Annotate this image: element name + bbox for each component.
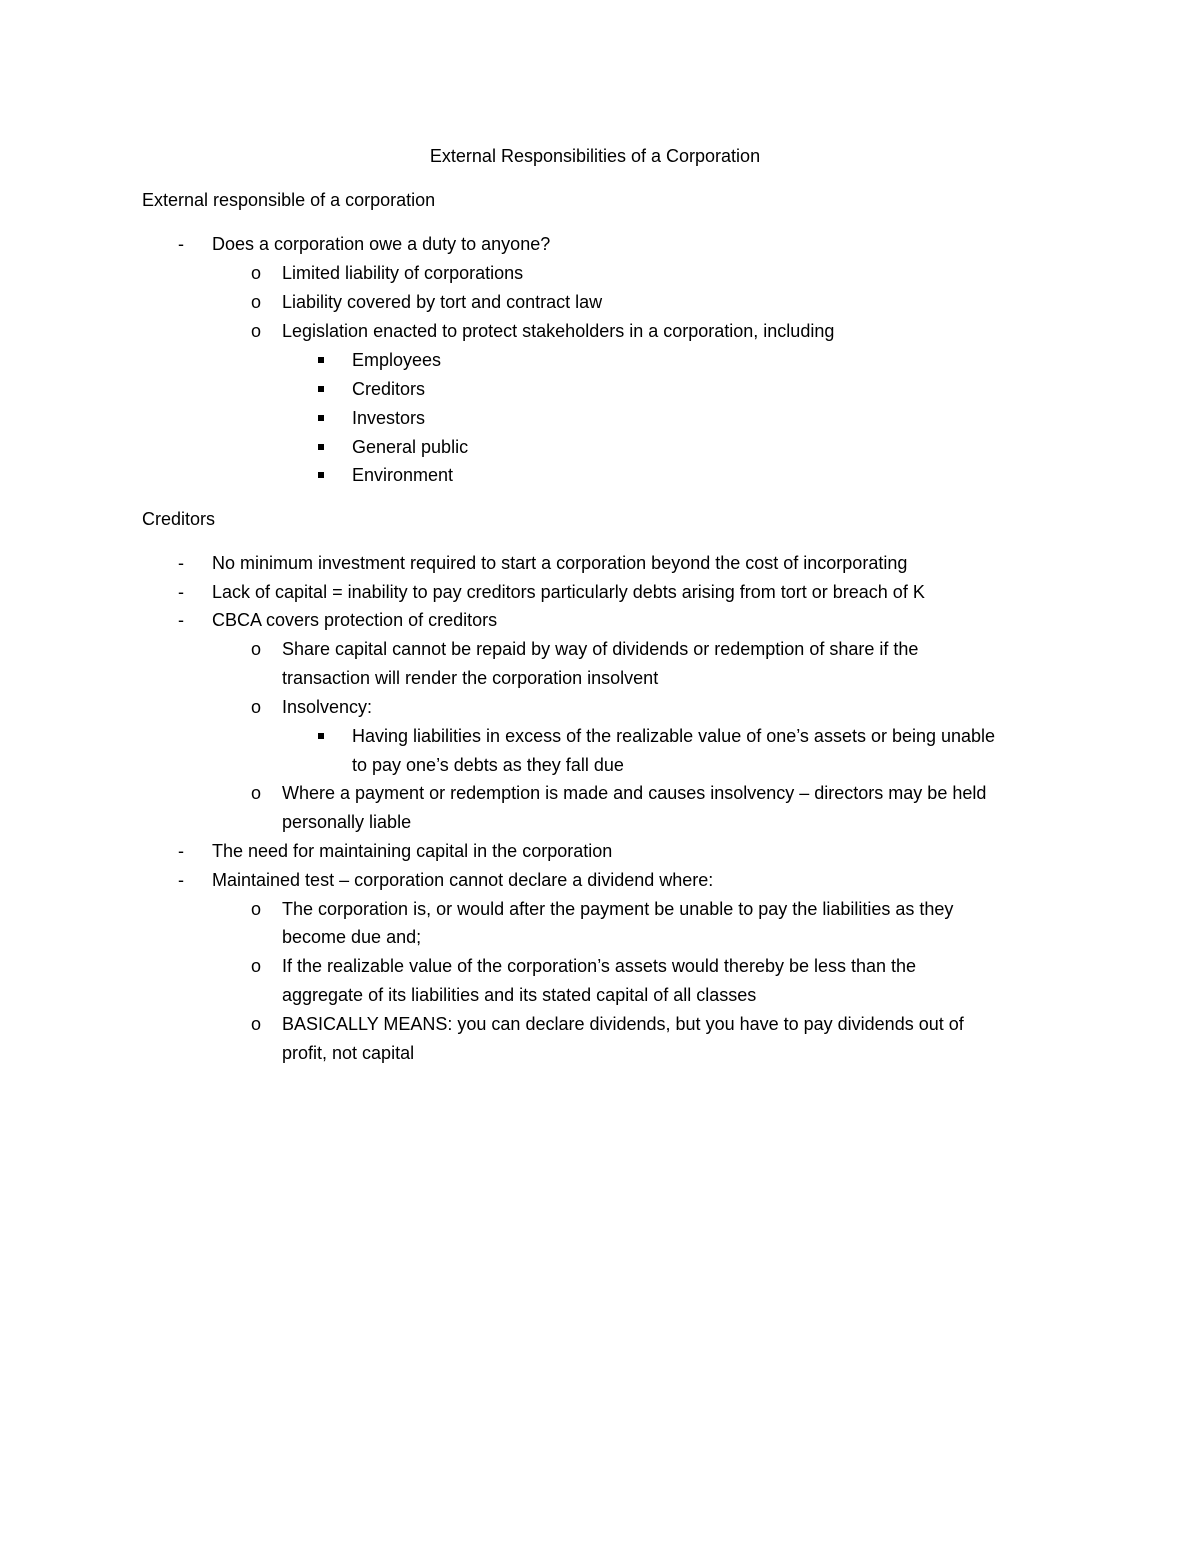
square-bullet-icon: [318, 472, 324, 478]
circle-marker: o: [251, 899, 262, 919]
list-item-continuation: become due and;: [282, 927, 422, 947]
list-item: Creditors: [352, 379, 426, 399]
circle-marker: o: [251, 321, 262, 341]
circle-marker: o: [251, 1014, 262, 1034]
document-title: External Responsibilities of a Corporation: [429, 146, 761, 166]
list-item: Having liabilities in excess of the realizable value of one’s assets or being unable: [352, 726, 996, 746]
square-bullet-icon: [318, 386, 324, 392]
dash-marker: -: [178, 870, 184, 890]
list-item: Maintained test – corporation cannot declare a dividend where:: [212, 870, 714, 890]
dash-marker: -: [178, 610, 184, 630]
list-item: Limited liability of corporations: [282, 263, 524, 283]
list-item: Liability covered by tort and contract law: [282, 292, 603, 312]
dash-marker: -: [178, 553, 184, 573]
dash-marker: -: [178, 234, 184, 254]
list-item: The corporation is, or would after the payment be unable to pay the liabilities as they: [282, 899, 954, 919]
circle-marker: o: [251, 697, 262, 717]
list-item-continuation: to pay one’s debts as they fall due: [352, 755, 624, 775]
list-item-continuation: personally liable: [282, 812, 412, 832]
section-heading-creditors: Creditors: [142, 509, 216, 529]
dash-marker: -: [178, 582, 184, 602]
circle-marker: o: [251, 956, 262, 976]
list-item: CBCA covers protection of creditors: [212, 610, 498, 630]
section-heading-external: External responsible of a corporation: [142, 190, 436, 210]
list-item: Lack of capital = inability to pay creditors particularly debts arising from tort or breach of K: [212, 582, 925, 602]
square-bullet-icon: [318, 415, 324, 421]
circle-marker: o: [251, 639, 262, 659]
circle-marker: o: [251, 263, 262, 283]
list-item-continuation: aggregate of its liabilities and its stated capital of all classes: [282, 985, 757, 1005]
list-item: Does a corporation owe a duty to anyone?: [212, 234, 551, 254]
list-item: General public: [352, 437, 469, 457]
list-item-continuation: profit, not capital: [282, 1043, 415, 1063]
circle-marker: o: [251, 783, 262, 803]
list-item: If the realizable value of the corporation’s assets would thereby be less than the: [282, 956, 917, 976]
list-item: Where a payment or redemption is made and causes insolvency – directors may be held: [282, 783, 987, 803]
square-bullet-icon: [318, 444, 324, 450]
list-item: No minimum investment required to start a corporation beyond the cost of incorporating: [212, 553, 908, 573]
list-item-continuation: transaction will render the corporation insolvent: [282, 668, 659, 688]
list-item: Insolvency:: [282, 697, 373, 717]
list-item: Investors: [352, 408, 426, 428]
list-item: BASICALLY MEANS: you can declare dividends, but you have to pay dividends out of: [282, 1014, 964, 1034]
list-item: Employees: [352, 350, 442, 370]
list-item: Legislation enacted to protect stakeholders in a corporation, including: [282, 321, 835, 341]
circle-marker: o: [251, 292, 262, 312]
list-item: The need for maintaining capital in the corporation: [212, 841, 613, 861]
list-item: Share capital cannot be repaid by way of dividends or redemption of share if the: [282, 639, 919, 659]
dash-marker: -: [178, 841, 184, 861]
square-bullet-icon: [318, 357, 324, 363]
square-bullet-icon: [318, 733, 324, 739]
list-item: Environment: [352, 465, 454, 485]
